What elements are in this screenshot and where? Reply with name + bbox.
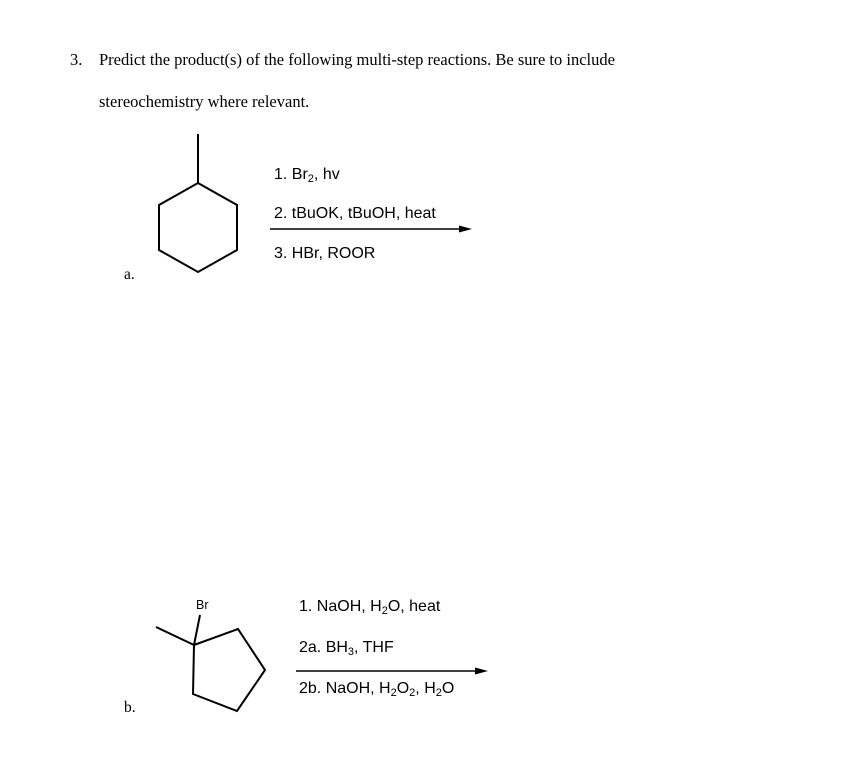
part-a-step-1: 1. $Br_2$, hv — [274, 166, 340, 185]
part-b-step-1: 1. NaOH, $H_2O$, heat — [299, 598, 441, 617]
part-b-label: b. — [124, 699, 136, 716]
part-b-step-2a: 2a. $BH_3$, THF — [299, 639, 394, 658]
question-text-line-2: stereochemistry where relevant. — [99, 92, 310, 111]
bromine-atom-label: Br — [196, 598, 209, 612]
part-b-step-2b: 2b. NaOH, $H_2O_2$, $H_2O$ — [299, 680, 455, 699]
question-text-line-1: Predict the product(s) of the following multi-step reactions. Be sure to include — [99, 50, 615, 69]
part-a-label: a. — [124, 266, 135, 283]
part-a-step-3: 3. HBr, ROOR — [274, 245, 376, 262]
part-a-step-2: 2. tBuOK, tBuOH, heat — [274, 205, 436, 222]
question-number: 3. — [70, 50, 83, 69]
